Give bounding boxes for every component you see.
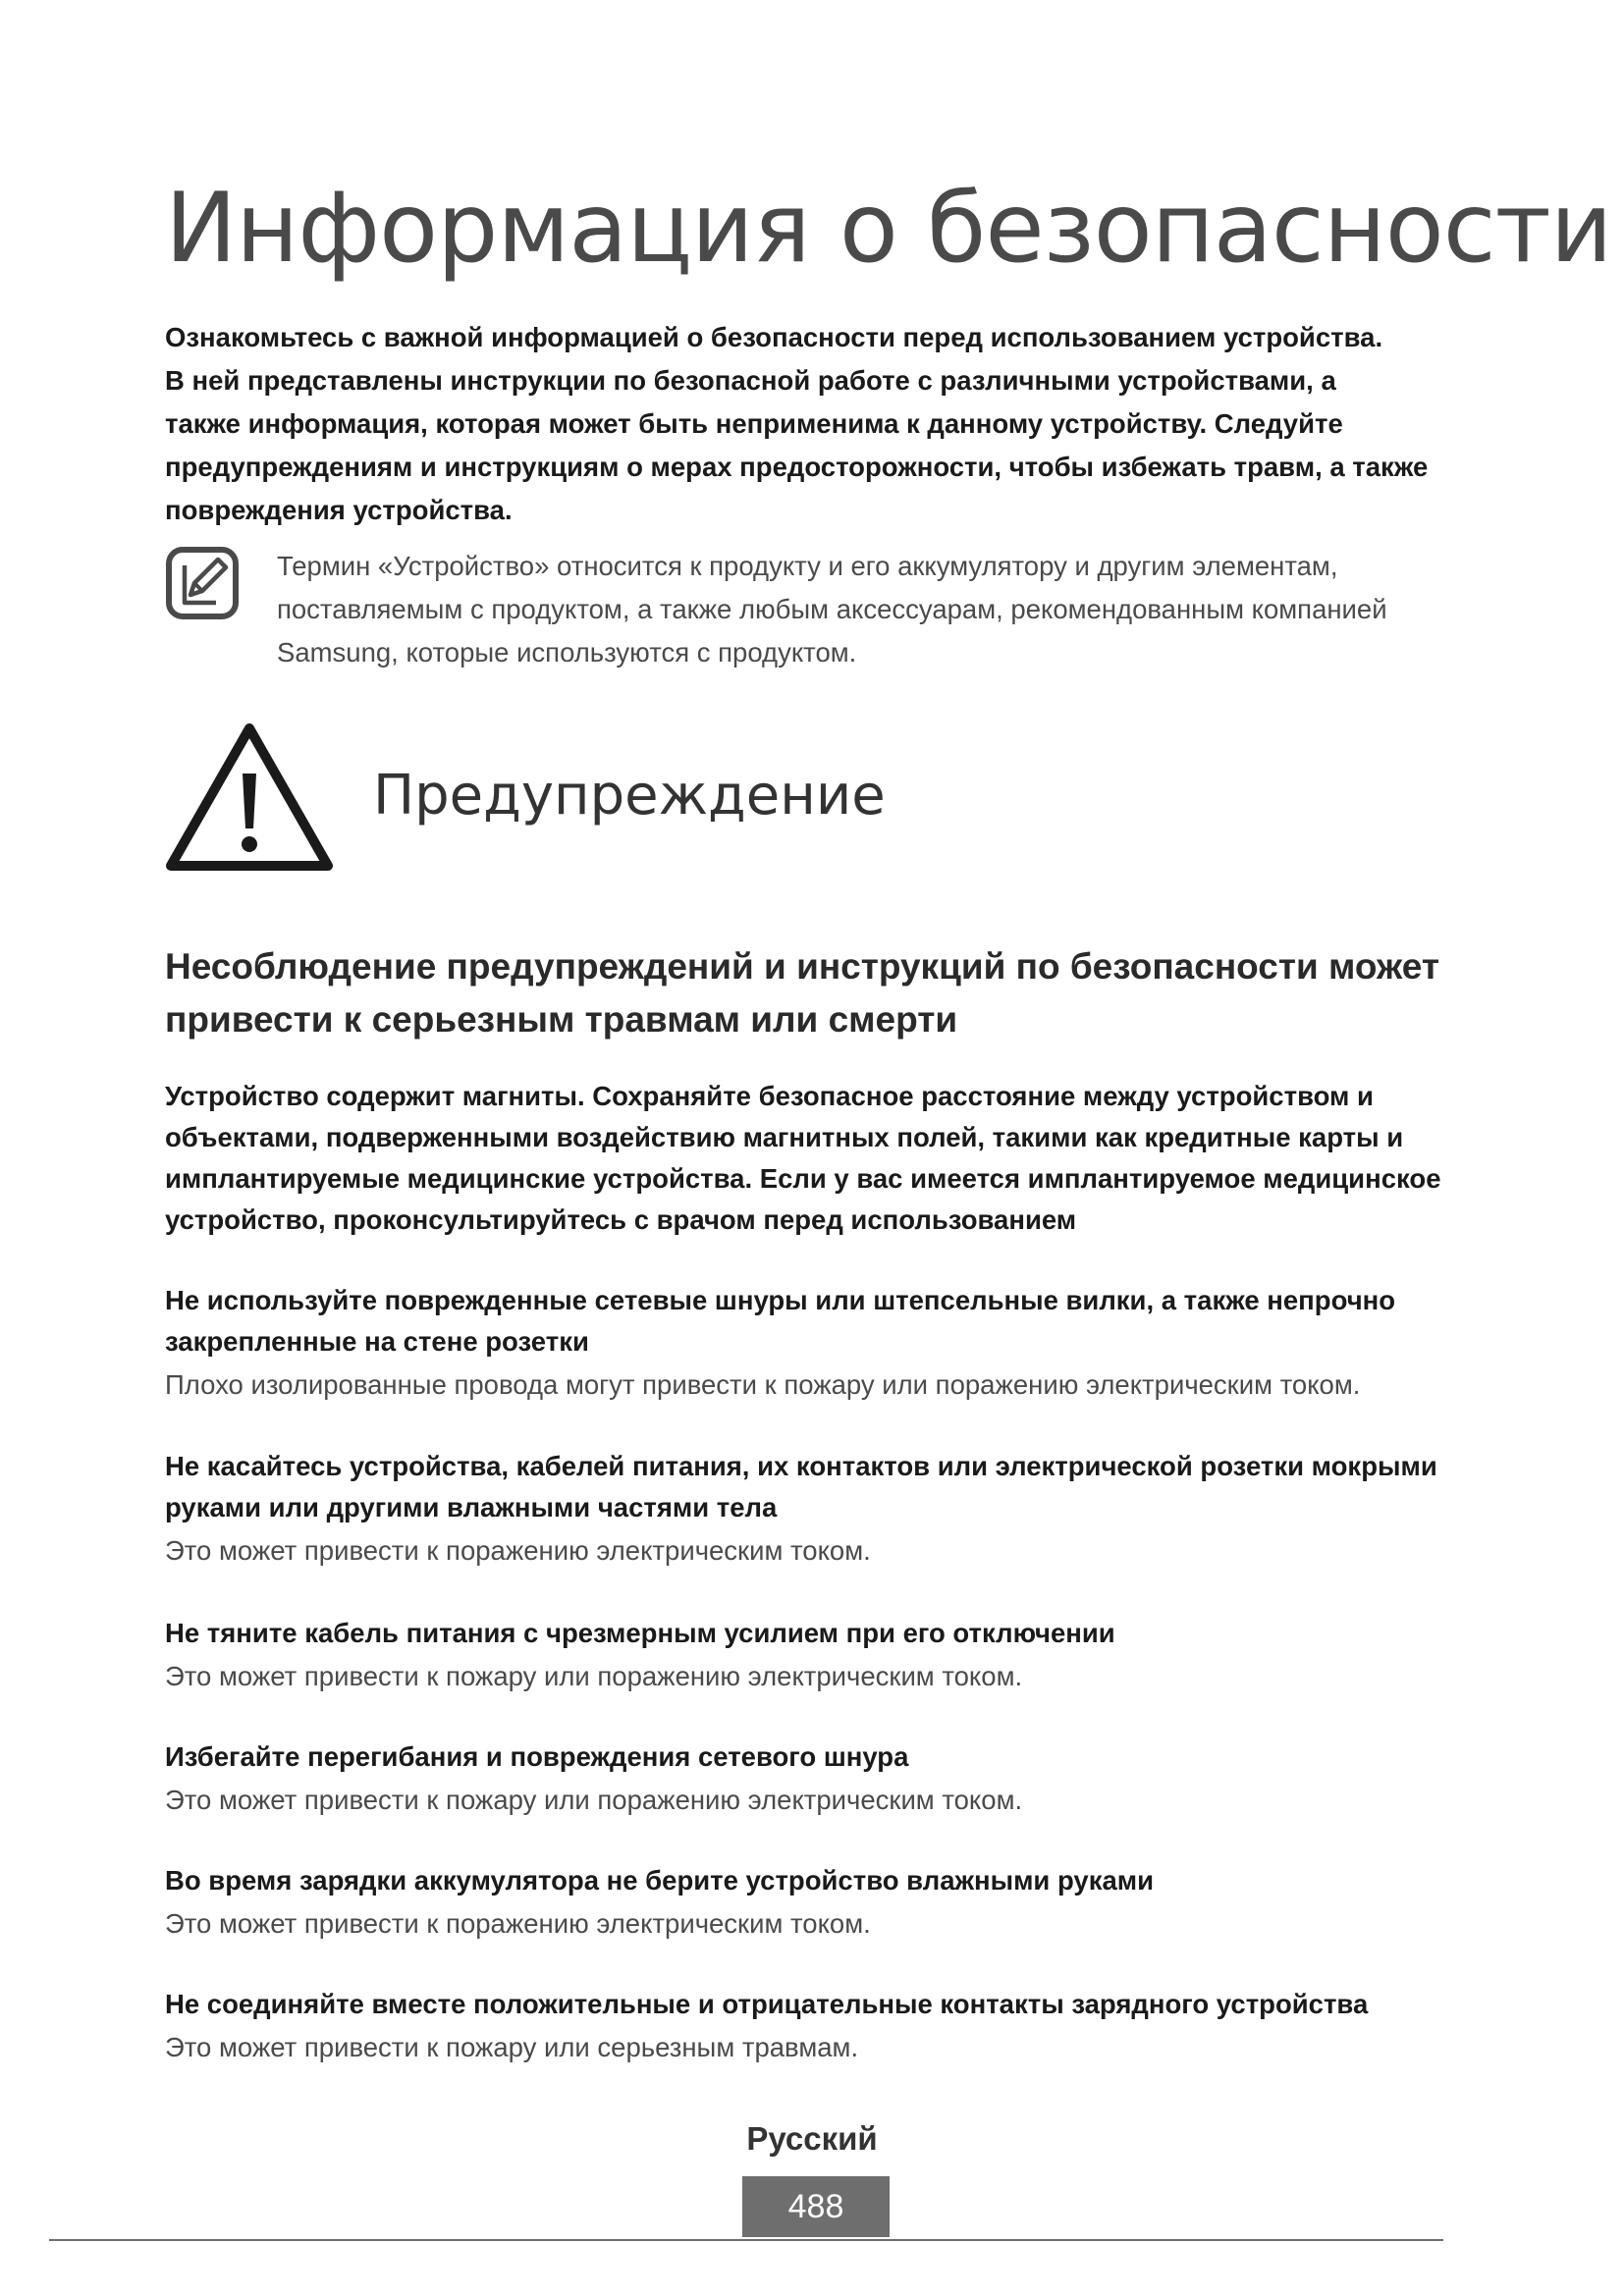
safety-item-heading <box>165 1076 1481 1241</box>
page-title: Информация о безопасности <box>165 173 1612 285</box>
heading-line: объектами, подверженными воздействию магнитных полей, такими как кредитные карты и <box>165 1122 1404 1152</box>
footer-divider <box>49 2239 1443 2241</box>
safety-item-body: Это может привести к пожару или поражению электрическим током. <box>165 1661 1023 1691</box>
footer-language: Русский <box>746 2120 878 2157</box>
safety-item-heading: Избегайте перегибания и повреждения сетевого шнура <box>165 1741 909 1772</box>
safety-item-contacts <box>165 1984 1481 2068</box>
intro-line: повреждения устройства. <box>165 495 513 525</box>
safety-item-magnets <box>165 1076 1481 1241</box>
heading-line: Не касайтесь устройства, кабелей питания, их контактов или электрической розетки мокрыми <box>165 1451 1437 1481</box>
heading-line: Устройство содержит магниты. Сохраняйте безопасное расстояние между устройством и <box>165 1081 1374 1111</box>
safety-item-body: Это может привести к пожару или поражению электрическим током. <box>165 1785 1023 1815</box>
warning-title: Предупреждение <box>373 764 886 828</box>
safety-item-heading: Не соединяйте вместе положительные и отрицательные контакты зарядного устройства <box>165 1989 1369 2019</box>
safety-item-heading <box>165 1280 1481 1362</box>
section-heading-line: привести к серьезным травмам или смерти <box>165 999 958 1040</box>
intro-line: также информация, которая может быть неприменима к данному устройству. Следуйте <box>165 408 1343 439</box>
intro-line: предупреждениям и инструкциям о мерах предосторожности, чтобы избежать травм, а также <box>165 452 1429 482</box>
page-number: 488 <box>742 2176 890 2237</box>
note-pencil-icon <box>165 546 240 620</box>
section-heading-line: Несоблюдение предупреждений и инструкций по безопасности может <box>165 946 1439 987</box>
safety-item-wet-hands <box>165 1446 1481 1572</box>
intro-line: В ней представлены инструкции по безопасной работе с различными устройствами, а <box>165 365 1336 396</box>
warning-triangle-icon <box>163 719 336 874</box>
note-line: Samsung, которые используются с продуктом. <box>277 637 857 667</box>
heading-line: имплантируемые медицинские устройства. Если у вас имеется имплантируемое медицинское <box>165 1163 1441 1194</box>
safety-item-body: Это может привести к поражению электрическим током. <box>165 1908 871 1939</box>
heading-line: устройство, проконсультируйтесь с врачом перед использованием <box>165 1204 1077 1235</box>
intro-paragraph <box>165 316 1461 532</box>
safety-item-body: Это может привести к поражению электрическим током. <box>165 1535 871 1566</box>
safety-item-body: Это может привести к пожару или серьезным травмам. <box>165 2032 859 2062</box>
safety-item-heading <box>165 1446 1481 1528</box>
note-line: поставляемым с продуктом, а также любым аксессуарам, рекомендованным компанией <box>277 594 1387 624</box>
safety-item-damaged-cords <box>165 1280 1481 1406</box>
safety-item-heading: Не тяните кабель питания с чрезмерным усилием при его отключении <box>165 1618 1115 1648</box>
safety-item-charging <box>165 1860 1481 1945</box>
note-text <box>277 545 1485 674</box>
note-line: Термин «Устройство» относится к продукту и его аккумулятору и другим элементам, <box>277 551 1338 581</box>
heading-line: Не используйте поврежденные сетевые шнуры или штепсельные вилки, а также непрочно <box>165 1285 1396 1315</box>
heading-line: руками или другими влажными частями тела <box>165 1492 778 1522</box>
heading-line: закрепленные на стене розетки <box>165 1326 589 1357</box>
section-heading <box>165 940 1481 1046</box>
intro-line: Ознакомьтесь с важной информацией о безопасности перед использованием устройства. <box>165 322 1383 352</box>
safety-item-heading: Во время зарядки аккумулятора не берите устройство влажными руками <box>165 1865 1154 1896</box>
safety-item-body: Плохо изолированные провода могут привести к пожару или поражению электрическим током. <box>165 1369 1361 1400</box>
safety-item-pull-cable <box>165 1613 1481 1697</box>
safety-item-bending-cord <box>165 1736 1481 1821</box>
